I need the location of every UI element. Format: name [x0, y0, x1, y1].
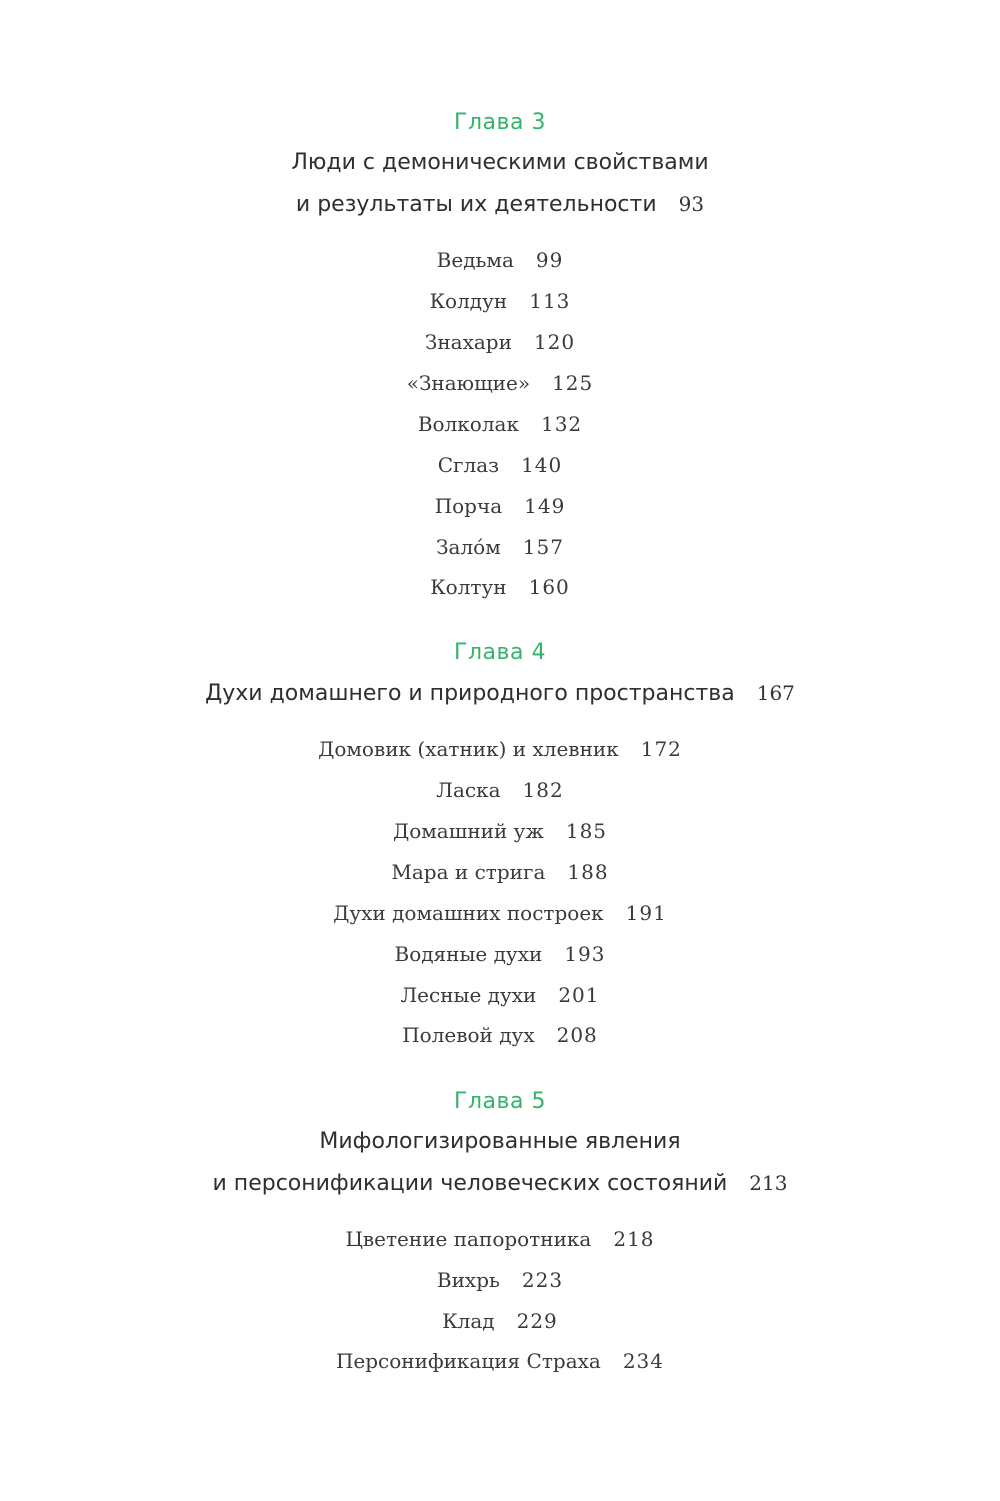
- toc-entry-title: Ведьма: [436, 248, 514, 272]
- toc-entry-page: 223: [521, 1268, 564, 1292]
- toc-entry[interactable]: [0, 1225, 1000, 1253]
- toc-entry[interactable]: [0, 858, 1000, 886]
- toc-entry-title: Порча: [434, 494, 503, 518]
- chapter-5-title-line-1[interactable]: [0, 1127, 1000, 1157]
- chapter-3-title-text-2: и результаты их деятельности: [295, 192, 657, 217]
- toc-entry[interactable]: [0, 1266, 1000, 1294]
- toc-entry-title: Лесные духи: [400, 983, 537, 1007]
- toc-entry-page: 234: [622, 1349, 665, 1373]
- chapter-5-page-number: 213: [749, 1171, 788, 1195]
- toc-entry-page: 201: [558, 983, 600, 1007]
- toc-entry-title: Водяные духи: [394, 942, 543, 966]
- toc-entry-title: Колтун: [430, 575, 507, 599]
- toc-entry-page: 160: [528, 575, 570, 599]
- chapter-3-label: Глава 3: [454, 110, 546, 135]
- toc-entry[interactable]: [0, 287, 1000, 315]
- toc-entry-page: 99: [535, 248, 564, 272]
- toc-entry-title: Полевой дух: [402, 1023, 535, 1047]
- toc-entry-page: 113: [529, 289, 571, 313]
- chapter-3-title-text-1: Люди с демоническими свойствами: [291, 150, 709, 175]
- chapter-5-title-text-2: и персонификации человеческих состояний: [212, 1171, 728, 1196]
- toc-entry-title: Мара и стрига: [391, 860, 546, 884]
- toc-entry[interactable]: [0, 899, 1000, 927]
- toc-entry-page: 191: [625, 901, 667, 925]
- toc-entry-page: 125: [552, 371, 594, 395]
- toc-entry-page: 193: [564, 942, 606, 966]
- toc-entry[interactable]: [0, 981, 1000, 1009]
- toc-entry[interactable]: [0, 246, 1000, 274]
- chapter-5-title-line-2[interactable]: [0, 1168, 1000, 1199]
- toc-entry-title: Персонификация Страха: [335, 1349, 601, 1373]
- chapter-3-page-number: 93: [678, 192, 705, 216]
- toc-entry[interactable]: [0, 817, 1000, 845]
- toc-entry-title: Колдун: [429, 289, 508, 313]
- toc-entry[interactable]: [0, 1307, 1000, 1335]
- toc-entry-page: 218: [613, 1227, 655, 1251]
- toc-entry-title: Вихрь: [436, 1268, 500, 1292]
- toc-entry-page: 120: [533, 330, 576, 354]
- toc-entry-title: Сглаз: [437, 453, 500, 477]
- chapter-4-page-number: 167: [756, 681, 795, 705]
- toc-entry-page: 185: [565, 819, 608, 843]
- chapter-5-title-text-1: Мифологизированные явления: [319, 1129, 681, 1154]
- chapter-4-label: Глава 4: [454, 640, 546, 665]
- chapter-4-title-text-1: Духи домашнего и природного пространства: [205, 681, 735, 706]
- toc-entry-title: «Знающие»: [406, 371, 531, 395]
- toc-entry[interactable]: [0, 573, 1000, 601]
- toc-entry-page: 140: [521, 453, 563, 477]
- toc-entry-page: 149: [524, 494, 566, 518]
- toc-entry-page: 229: [516, 1309, 558, 1333]
- toc-entry[interactable]: [0, 940, 1000, 968]
- toc-entry[interactable]: [0, 492, 1000, 520]
- toc-entry-page: 132: [540, 412, 583, 436]
- chapter-3-title-line-1[interactable]: [0, 148, 1000, 178]
- toc-entry-title: Клад: [442, 1309, 495, 1333]
- chapter-4-title-line-1[interactable]: [0, 678, 1000, 709]
- chapter-5-label: Глава 5: [454, 1089, 546, 1114]
- toc-entry-title: Ласка: [436, 778, 501, 802]
- toc-entry[interactable]: [0, 451, 1000, 479]
- toc-entry-page: 182: [522, 778, 564, 802]
- toc-entry-title: Знахари: [424, 330, 512, 354]
- toc-entry-title: Домовик (хатник) и хлевник: [318, 737, 619, 761]
- chapter-3-title-line-2[interactable]: [0, 189, 1000, 220]
- toc-entry[interactable]: [0, 410, 1000, 438]
- toc-entry[interactable]: [0, 1021, 1000, 1049]
- toc-entry-title: Зало́м: [436, 535, 501, 559]
- toc-entry-page: 208: [556, 1023, 598, 1047]
- toc-entry[interactable]: [0, 776, 1000, 804]
- toc-entry-page: 157: [522, 535, 564, 559]
- toc-entry-title: Домашний уж: [392, 819, 544, 843]
- toc-entry-title: Волколак: [417, 412, 519, 436]
- toc-entry-title: Духи домашних построек: [333, 901, 604, 925]
- toc-entry-page: 172: [640, 737, 682, 761]
- toc-entry-page: 188: [567, 860, 609, 884]
- toc-entry[interactable]: [0, 369, 1000, 397]
- toc-entry[interactable]: [0, 735, 1000, 763]
- toc-entry[interactable]: [0, 533, 1000, 561]
- toc-entry[interactable]: [0, 328, 1000, 356]
- toc-entry-title: Цветение папоротника: [345, 1227, 592, 1251]
- toc-entry[interactable]: [0, 1347, 1000, 1375]
